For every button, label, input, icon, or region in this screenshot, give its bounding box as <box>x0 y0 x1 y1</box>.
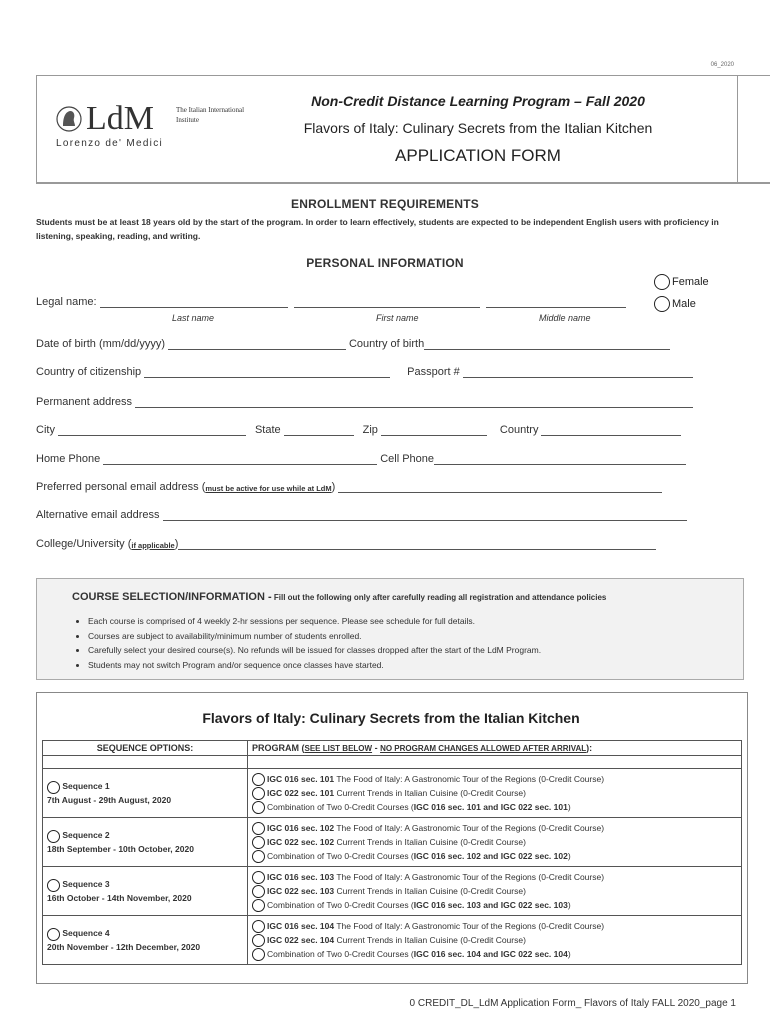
email-pref-note: must be active for use while at LdM <box>205 484 332 493</box>
course-desc: Current Trends in Italian Cuisine (0-Credit Course) <box>336 836 526 847</box>
city-label: City <box>36 424 55 436</box>
combo-code: IGC 016 sec. 102 and IGC 022 sec. 102 <box>413 851 568 862</box>
email-alt-field[interactable] <box>163 509 687 521</box>
course-code: IGC 016 sec. 104 <box>267 920 335 931</box>
course-radio[interactable] <box>252 948 265 961</box>
logo-tagline: The Italian International Institute <box>176 106 245 124</box>
table-row <box>43 916 742 965</box>
legal-name-row <box>36 296 629 308</box>
table-row <box>43 818 742 867</box>
dob-row <box>36 338 673 350</box>
country-field[interactable] <box>541 424 681 436</box>
course-code: IGC 022 sec. 103 <box>267 885 335 896</box>
sequence-cell <box>43 818 248 867</box>
course-info-bullet: • Carefully select your desired course(s). No refunds will be issued for classes dropped after the start of the LdM Program. <box>88 643 748 658</box>
sequence-name: Sequence 2 <box>62 830 110 841</box>
course-desc: The Food of Italy: A Gastronomic Tour of the Regions (0-Credit Course) <box>336 773 605 784</box>
zip-field[interactable] <box>381 424 487 436</box>
middle-name-field[interactable] <box>486 296 626 308</box>
citizenship-row <box>36 366 696 378</box>
middle-name-caption: Middle name <box>539 313 591 323</box>
header-top-rule <box>36 75 770 76</box>
course-info-title: COURSE SELECTION/INFORMATION - <box>72 591 272 603</box>
sequence-dates: 18th September - 10th October, 2020 <box>47 843 194 854</box>
course-code: IGC 016 sec. 102 <box>267 822 335 833</box>
course-title: Flavors of Italy: Culinary Secrets from the Italian Kitchen <box>303 120 653 136</box>
ldm-logo <box>56 102 246 154</box>
program-header-e: ): <box>586 743 593 753</box>
city-row <box>36 424 684 436</box>
course-code: IGC 022 sec. 101 <box>267 787 335 798</box>
state-field[interactable] <box>284 424 354 436</box>
citizenship-label: Country of citizenship <box>36 366 142 378</box>
sequence-dates: 20th November - 12th December, 2020 <box>47 941 201 952</box>
course-radio[interactable] <box>252 899 265 912</box>
combo-text: Combination of Two 0-Credit Courses ( <box>267 900 414 911</box>
sequence-dates: 16th October - 14th November, 2020 <box>47 892 192 903</box>
sequence-column-header: SEQUENCE OPTIONS: <box>43 741 248 756</box>
sequence-2-radio[interactable] <box>47 830 60 843</box>
college-row <box>36 538 659 550</box>
citizenship-field[interactable] <box>144 366 390 378</box>
combo-close: ) <box>567 900 571 911</box>
email-pref-close: ) <box>331 481 336 493</box>
options-title: Flavors of Italy: Culinary Secrets from the Italian Kitchen <box>202 710 580 726</box>
email-alt-row <box>36 509 690 521</box>
combo-code: IGC 016 sec. 103 and IGC 022 sec. 103 <box>413 900 568 911</box>
dob-label: Date of birth (mm/dd/yyyy) <box>36 338 165 350</box>
combo-code: IGC 016 sec. 101 and IGC 022 sec. 101 <box>413 802 568 813</box>
course-code: IGC 016 sec. 103 <box>267 871 335 882</box>
program-header-b: SEE LIST BELOW <box>304 744 373 753</box>
male-label: Male <box>672 298 696 310</box>
course-radio[interactable] <box>252 850 265 863</box>
last-name-caption: Last name <box>172 313 215 323</box>
course-info-bullet: • Each course is comprised of 4 weekly 2-hr sessions per sequence. Please see schedule for full details. <box>88 614 748 629</box>
enrollment-heading: ENROLLMENT REQUIREMENTS <box>291 197 479 211</box>
course-radio[interactable] <box>252 871 265 884</box>
course-desc: Current Trends in Italian Cuisine (0-Credit Course) <box>336 787 526 798</box>
course-radio[interactable] <box>252 773 265 786</box>
header-left-rule <box>36 75 37 183</box>
table-row <box>43 867 742 916</box>
course-radio[interactable] <box>252 801 265 814</box>
program-cell <box>248 916 742 965</box>
sequence-name: Sequence 1 <box>62 781 110 792</box>
course-radio[interactable] <box>252 885 265 898</box>
email-pref-label: Preferred personal email address ( <box>36 481 206 493</box>
sequence-name: Sequence 4 <box>62 928 110 939</box>
email-pref-field[interactable] <box>338 481 662 493</box>
course-code: IGC 022 sec. 104 <box>267 934 335 945</box>
course-radio[interactable] <box>252 920 265 933</box>
course-radio[interactable] <box>252 934 265 947</box>
page-footer: 0 CREDIT_DL_LdM Application Form_ Flavors of Italy FALL 2020_page 1 <box>409 998 736 1009</box>
cell-phone-field[interactable] <box>434 453 686 465</box>
home-phone-field[interactable] <box>103 453 377 465</box>
address-label: Permanent address <box>36 396 132 408</box>
program-header-c: - <box>372 743 381 753</box>
phone-row <box>36 453 689 465</box>
sequence-cell <box>43 769 248 818</box>
program-cell <box>248 867 742 916</box>
header-bottom-rule <box>36 182 770 184</box>
course-code: IGC 022 sec. 102 <box>267 836 335 847</box>
college-close: ) <box>174 538 179 550</box>
combo-text: Combination of Two 0-Credit Courses ( <box>267 949 414 960</box>
last-name-field[interactable] <box>100 296 288 308</box>
course-desc: Current Trends in Italian Cuisine (0-Credit Course) <box>336 934 526 945</box>
male-radio[interactable] <box>654 296 670 312</box>
combo-close: ) <box>567 851 571 862</box>
sequence-cell <box>43 867 248 916</box>
college-label: College/University ( <box>36 538 132 550</box>
college-field[interactable] <box>178 538 656 550</box>
course-info-note: Fill out the following only after carefully reading all registration and attendance policies <box>271 593 607 602</box>
course-desc: The Food of Italy: A Gastronomic Tour of the Regions (0-Credit Course) <box>336 920 605 931</box>
form-title: APPLICATION FORM <box>395 146 561 165</box>
combo-close: ) <box>567 949 571 960</box>
combo-text: Combination of Two 0-Credit Courses ( <box>267 851 414 862</box>
female-label: Female <box>672 276 709 288</box>
program-column-header <box>248 741 742 756</box>
course-info-bullet: • Courses are subject to availability/minimum number of students enrolled. <box>88 629 748 644</box>
address-field[interactable] <box>135 396 693 408</box>
country-label: Country <box>499 424 539 436</box>
college-note: if applicable <box>131 541 175 550</box>
document-code: 06_2020 <box>710 62 734 68</box>
course-desc: Current Trends in Italian Cuisine (0-Credit Course) <box>336 885 526 896</box>
course-radio[interactable] <box>252 836 265 849</box>
course-info-heading <box>72 591 606 603</box>
sequence-3-radio[interactable] <box>47 879 60 892</box>
course-radio[interactable] <box>252 787 265 800</box>
combo-text: Combination of Two 0-Credit Courses ( <box>267 802 414 813</box>
program-cell <box>248 769 742 818</box>
program-header-d: NO PROGRAM CHANGES ALLOWED AFTER ARRIVAL <box>380 744 587 753</box>
sequence-dates: 7th August - 29th August, 2020 <box>47 794 172 805</box>
passport-label: Passport # <box>407 366 460 378</box>
female-radio[interactable] <box>654 274 670 290</box>
course-info-bullet: • Students may not switch Program and/or sequence once classes have started. <box>88 658 748 673</box>
home-phone-label: Home Phone <box>36 453 101 465</box>
sequence-cell <box>43 916 248 965</box>
table-row <box>43 769 742 818</box>
table-header-row <box>43 741 742 756</box>
state-label: State <box>254 424 281 436</box>
email-pref-row <box>36 481 665 493</box>
sequence-4-radio[interactable] <box>47 928 60 941</box>
passport-field[interactable] <box>463 366 693 378</box>
personal-heading: PERSONAL INFORMATION <box>306 256 464 270</box>
program-title: Non-Credit Distance Learning Program – Fall 2020 <box>311 93 645 109</box>
course-info-list <box>62 614 748 672</box>
first-name-caption: First name <box>376 313 419 323</box>
sequence-table <box>42 740 742 965</box>
combo-close: ) <box>567 802 571 813</box>
gender-female-option[interactable] <box>654 274 709 290</box>
zip-label: Zip <box>362 424 378 436</box>
legal-name-label: Legal name: <box>36 296 97 308</box>
email-alt-label: Alternative email address <box>36 509 160 521</box>
city-field[interactable] <box>58 424 246 436</box>
course-desc: The Food of Italy: A Gastronomic Tour of the Regions (0-Credit Course) <box>336 822 605 833</box>
dob-field[interactable] <box>168 338 346 350</box>
gender-male-option[interactable] <box>654 296 696 312</box>
logo-subtitle: Lorenzo de' Medici <box>56 138 164 149</box>
sequence-1-radio[interactable] <box>47 781 60 794</box>
course-radio[interactable] <box>252 822 265 835</box>
country-birth-field[interactable] <box>424 338 670 350</box>
logo-brand: LdM <box>86 100 154 137</box>
address-row <box>36 396 696 408</box>
first-name-field[interactable] <box>294 296 480 308</box>
country-birth-label: Country of birth <box>348 338 425 350</box>
header-right-rule <box>737 75 738 183</box>
combo-code: IGC 016 sec. 104 and IGC 022 sec. 104 <box>413 949 568 960</box>
program-cell <box>248 818 742 867</box>
sequence-name: Sequence 3 <box>62 879 110 890</box>
blank-row <box>43 756 742 769</box>
enrollment-text: Students must be at least 18 years old by the start of the program. In order to learn effectively, students are expected to be independent English users with proficiency in listening, speaking, reading, and writing. <box>36 217 719 241</box>
course-desc: The Food of Italy: A Gastronomic Tour of the Regions (0-Credit Course) <box>336 871 605 882</box>
program-header-a: PROGRAM ( <box>252 743 305 753</box>
course-code: IGC 016 sec. 101 <box>267 773 335 784</box>
cell-phone-label: Cell Phone <box>380 453 435 465</box>
